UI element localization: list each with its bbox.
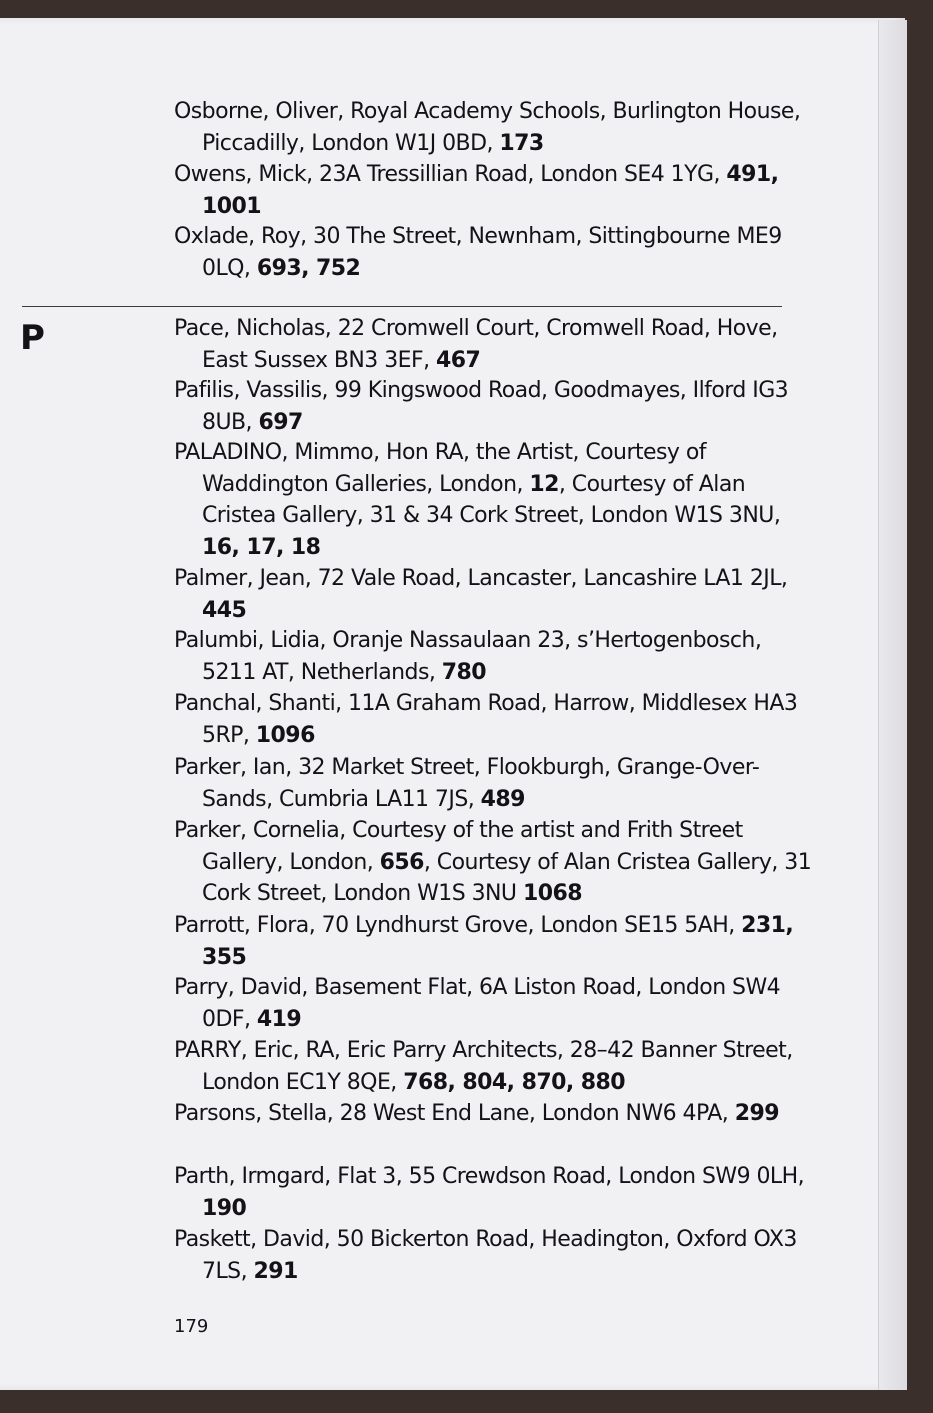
index-entry: Pace, Nicholas, 22 Cromwell Court, Cromwell Road, Hove, East Sussex BN3 3EF, 467 — [174, 316, 778, 373]
index-entry: Parry, David, Basement Flat, 6A Liston Road, London SW4 0DF, 419 — [174, 975, 781, 1032]
page-number: 179 — [174, 1316, 209, 1337]
index-entry: Owens, Mick, 23A Tressillian Road, London SE4 1YG, 491, 1001 — [174, 162, 779, 219]
section-divider — [22, 306, 782, 307]
index-entry: Pafilis, Vassilis, 99 Kingswood Road, Goodmayes, Ilford IG3 8UB, 697 — [174, 378, 789, 435]
page-edge — [878, 20, 907, 1390]
section-letter: P — [20, 318, 45, 358]
index-entry: PALADINO, Mimmo, Hon RA, the Artist, Courtesy of Waddington Galleries, London, 12, Courtesy of Alan Cristea Gallery, 31 & 34 Cork Street, London W1S 3NU, 16, 17, 18 — [174, 440, 781, 560]
index-entry: Oxlade, Roy, 30 The Street, Newnham, Sittingbourne ME9 0LQ, 693, 752 — [174, 224, 782, 281]
index-entry: Palmer, Jean, 72 Vale Road, Lancaster, Lancashire LA1 2JL, 445 — [174, 566, 788, 623]
index-entry: Parker, Ian, 32 Market Street, Flookburgh, Grange-Over-Sands, Cumbria LA11 7JS, 489 — [174, 755, 760, 812]
index-entry: Panchal, Shanti, 11A Graham Road, Harrow, Middlesex HA3 5RP, 1096 — [174, 691, 798, 748]
index-entry: Parrott, Flora, 70 Lyndhurst Grove, London SE15 5AH, 231, 355 — [174, 913, 794, 970]
index-entry: Parth, Irmgard, Flat 3, 55 Crewdson Road, London SW9 0LH, 190 — [174, 1164, 805, 1221]
index-entry: Paskett, David, 50 Bickerton Road, Headington, Oxford OX3 7LS, 291 — [174, 1227, 797, 1284]
index-entry: Parker, Cornelia, Courtesy of the artist and Frith Street Gallery, London, 656, Courtesy of Alan Cristea Gallery, 31 Cork Street, London W1S 3NU 1068 — [174, 818, 812, 906]
index-entry: Parsons, Stella, 28 West End Lane, London NW6 4PA, 299 — [174, 1101, 779, 1126]
index-entry: Osborne, Oliver, Royal Academy Schools, Burlington House, Piccadilly, London W1J 0BD, 173 — [174, 99, 801, 156]
index-entry: PARRY, Eric, RA, Eric Parry Architects, 28–42 Banner Street, London EC1Y 8QE, 768, 804, 870, 880 — [174, 1038, 793, 1095]
index-entry: Palumbi, Lidia, Oranje Nassaulaan 23, s’Hertogenbosch, 5211 AT, Netherlands, 780 — [174, 628, 762, 685]
